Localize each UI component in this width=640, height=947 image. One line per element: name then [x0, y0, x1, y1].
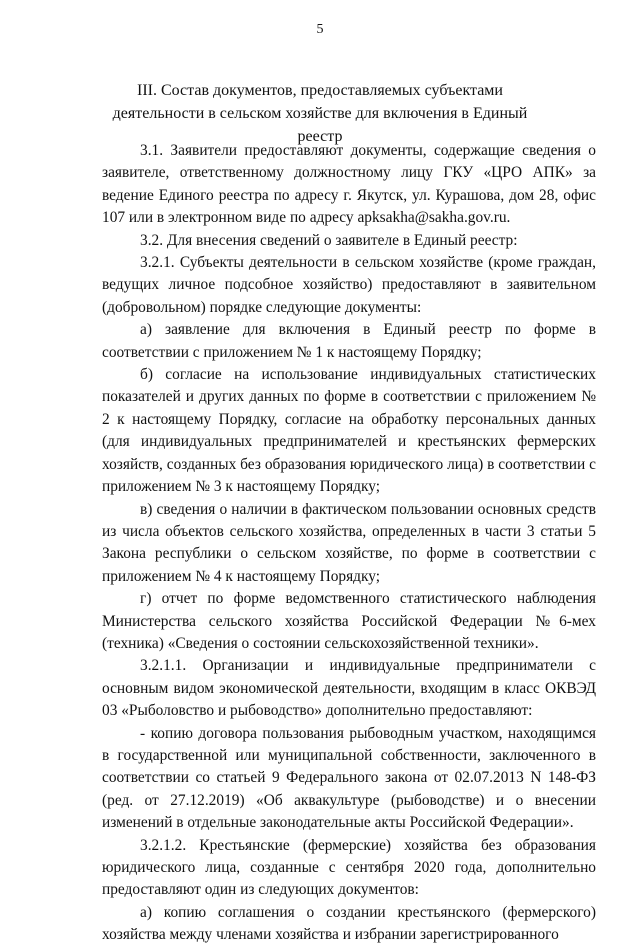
paragraph-item-a: а) заявление для включения в Единый реестр по форме в соответствии с приложением № 1 к настоящему Порядку; [102, 321, 596, 361]
paragraph-3-2-1-1: 3.2.1.1. Организации и индивидуальные предприниматели с основным видом экономической деятельности, входящим в класс ОКВЭД 03 «Рыболовство и рыбоводство» дополнительно предоставляют: [102, 657, 596, 720]
section-heading: III. Состав документов, предоставляемых субъектами деятельности в сельском хозяйстве для включения в Единый реестр [112, 82, 528, 145]
page-number: 5 [316, 22, 324, 37]
paragraph-farm-agreement: а) копию соглашения о создании крестьянского (фермерского) хозяйства между членами хозяйства и избрании зарегистрированного [102, 903, 596, 944]
document-body [102, 140, 596, 947]
paragraph-item-g: г) отчет по форме ведомственного статистического наблюдения Министерства сельского хозяйства Российской Федерации №6-мех (техника) «Сведения о состоянии сельскохозяйственной техники». [102, 590, 596, 652]
paragraph-item-v: в) сведения о наличии в фактическом пользовании основных средств из числа объектов сельского хозяйства, определенных в части 3 статьи 5 Закона республики о сельском хозяйстве, по форме в соответствии с приложением № 4 к настоящему Порядку; [102, 500, 596, 585]
paragraph-fishery-contract: - копию договора пользования рыбоводным участком, находящимся в государственной или муниципальной собственности, заключенного в соответствии со статьей 9 Федерального закона от 02.07.2013 N 148-ФЗ (ред. от 27.12.2019) «Об аквакультуре (рыбоводстве) и о внесении изменений в отдельные законодательные акты Российской Федерации». [102, 724, 596, 832]
paragraph-3-2: 3.2. Для внесения сведений о заявителе в Единый реестр: [140, 231, 518, 249]
paragraph-3-2-1-2: 3.2.1.2. Крестьянские (фермерские) хозяйства без образования юридического лица, созданные с сентября 2020 года, дополнительно предоставляют один из следующих документов: [102, 836, 596, 899]
paragraph-item-b: б) согласие на использование индивидуальных статистических показателей и других данных по форме в соответствии с приложением № 2 к настоящему Порядку, согласие на обработку персональных данных (для индивидуальных предпринимателей и крестьянских фермерских хозяйств, созданных без образования юридического лица) в соответствии с приложением № 3 к настоящему Порядку; [102, 366, 596, 496]
paragraph-3-1: 3.1. Заявители предоставляют документы, содержащие сведения о заявителе, ответственному должностному лицу ГКУ «ЦРО АПК» за ведение Единого реестра по адресу г. Якутск, ул. Курашова, дом 28, офис 107 или в электронном виде по адресу apksakha@sakha.gov.ru. [102, 142, 596, 227]
paragraph-3-2-1: 3.2.1. Субъекты деятельности в сельском хозяйстве (кроме граждан, ведущих личное подсобное хозяйство) предоставляют в заявительном (добровольном) порядке следующие документы: [102, 254, 596, 316]
